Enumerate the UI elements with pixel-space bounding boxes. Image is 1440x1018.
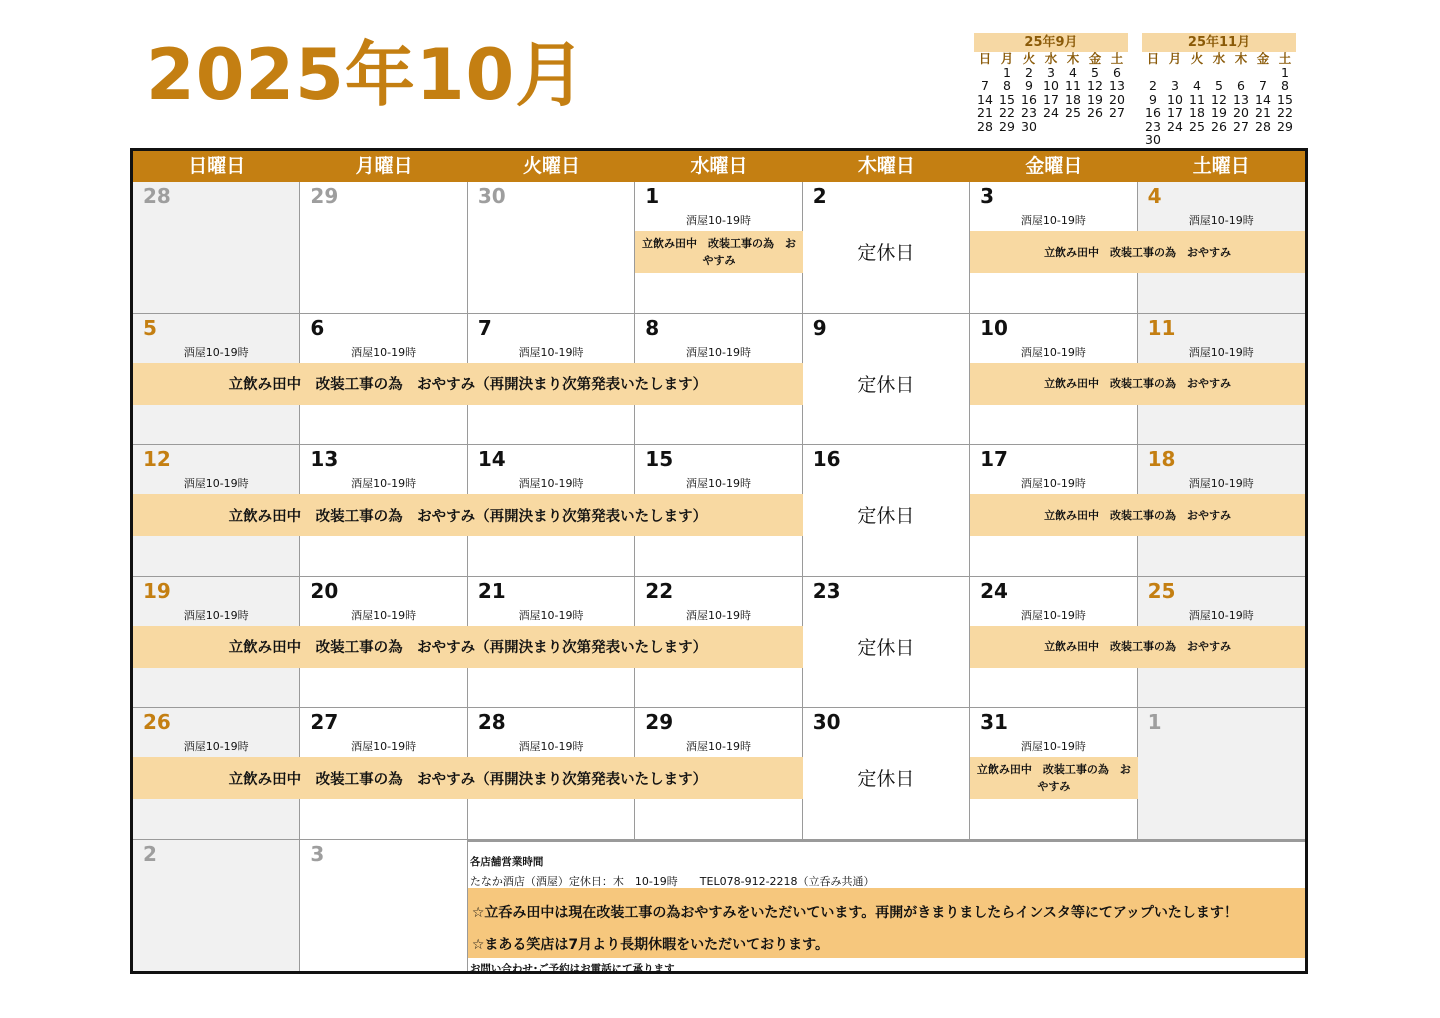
day-number: 2 bbox=[812, 184, 827, 208]
closure-notice-band: 立飲み田中 改装工事の為 おやすみ bbox=[970, 494, 1305, 536]
weekday-header-thu: 木曜日 bbox=[857, 155, 915, 177]
closed-day-label: 定休日 bbox=[857, 636, 915, 659]
mini-day: 9 bbox=[1025, 78, 1033, 93]
mini-day: 4 bbox=[1069, 64, 1077, 80]
mini-weekday: 月 bbox=[1168, 51, 1182, 66]
mini-day bbox=[1230, 133, 1252, 147]
day-number: 18 bbox=[1147, 447, 1176, 471]
mini-weekday: 土 bbox=[1278, 51, 1292, 66]
store-hours: 酒屋10-19時 bbox=[1188, 345, 1254, 359]
day-cell-thu bbox=[803, 314, 970, 446]
weekday-header-sat: 土曜日 bbox=[1192, 155, 1250, 177]
mini-day: 16 bbox=[1021, 91, 1037, 107]
mini-week-row bbox=[974, 93, 1128, 107]
store-hours: 酒屋10-19時 bbox=[1020, 608, 1086, 622]
mini-day bbox=[1164, 66, 1186, 80]
mini-week-row bbox=[974, 120, 1128, 134]
mini-day: 20 bbox=[1233, 105, 1249, 120]
mini-day: 2 bbox=[1025, 64, 1033, 80]
day-number: 15 bbox=[645, 447, 674, 471]
mini-day: 11 bbox=[1189, 91, 1205, 107]
mini-day: 18 bbox=[1065, 91, 1081, 107]
mini-weekday: 木 bbox=[1234, 51, 1248, 66]
closure-notice-band: 立飲み田中 改装工事の為 おやすみ（再開決まり次第発表いたします） bbox=[133, 626, 803, 668]
day-number: 23 bbox=[812, 578, 841, 603]
mini-day: 12 bbox=[1087, 78, 1103, 93]
day-number: 8 bbox=[645, 315, 660, 340]
info-note-1: ☆立呑み田中は現在改装工事の為おやすみをいただいています。再開がきまりましたらインスタ等にてアップいたします！ bbox=[471, 904, 1238, 921]
day-cell-thu bbox=[803, 182, 970, 314]
mini-week-row bbox=[1142, 66, 1296, 80]
mini-week-row bbox=[974, 106, 1128, 120]
mini-day: 8 bbox=[1281, 78, 1289, 93]
weekday-header-mon: 月曜日 bbox=[355, 155, 413, 177]
mini-day bbox=[1084, 120, 1106, 134]
mini-day: 21 bbox=[977, 105, 993, 120]
mini-day: 6 bbox=[1113, 64, 1121, 80]
day-cell-mon bbox=[300, 182, 467, 314]
day-cell-mon bbox=[300, 840, 467, 972]
mini-weekday: 月 bbox=[1000, 51, 1014, 66]
mini-day: 1 bbox=[1281, 64, 1289, 80]
day-number: 25 bbox=[1147, 578, 1176, 603]
day-cell-sat bbox=[1138, 708, 1305, 840]
store-hours: 酒屋10-19時 bbox=[1188, 214, 1254, 227]
mini-day: 28 bbox=[1255, 118, 1271, 134]
day-number: 28 bbox=[143, 184, 171, 208]
day-number: 30 bbox=[477, 184, 506, 208]
day-number: 26 bbox=[143, 710, 171, 734]
mini-day bbox=[1142, 66, 1164, 80]
day-number: 14 bbox=[477, 447, 506, 471]
mini-day: 5 bbox=[1091, 64, 1099, 80]
day-cell-thu bbox=[803, 445, 970, 577]
mini-day: 14 bbox=[977, 91, 993, 107]
store-hours: 酒屋10-19時 bbox=[1188, 477, 1254, 490]
mini-day: 30 bbox=[1021, 118, 1037, 134]
day-number: 29 bbox=[310, 184, 339, 208]
mini-day: 29 bbox=[999, 118, 1015, 134]
day-number: 19 bbox=[143, 578, 171, 603]
mini-day: 9 bbox=[1149, 91, 1157, 107]
mini-day: 22 bbox=[999, 105, 1015, 120]
mini-day: 10 bbox=[1167, 91, 1183, 107]
mini-weekday: 日 bbox=[978, 51, 992, 66]
mini-day: 29 bbox=[1277, 118, 1293, 134]
day-number: 27 bbox=[310, 710, 339, 734]
mini-day: 21 bbox=[1255, 105, 1271, 120]
mini-day: 2 bbox=[1149, 78, 1157, 93]
mini-calendar-title: 25年9月 bbox=[974, 33, 1128, 52]
info-footer: お問い合わせ･ご予約はお電話にて承ります bbox=[469, 962, 675, 975]
mini-day: 24 bbox=[1167, 118, 1183, 134]
closure-notice-band: 立飲み田中 改装工事の為 おやすみ bbox=[970, 363, 1305, 405]
weekday-header-wed: 水曜日 bbox=[690, 155, 748, 177]
mini-week-row bbox=[974, 66, 1128, 80]
store-hours: 酒屋10-19時 bbox=[686, 477, 751, 490]
mini-weekday: 火 bbox=[1022, 51, 1036, 66]
weekday-header-tue: 火曜日 bbox=[523, 155, 581, 177]
day-number: 9 bbox=[812, 315, 827, 340]
mini-calendar-weekdays bbox=[974, 52, 1128, 66]
store-hours: 酒屋10-19時 bbox=[183, 740, 249, 753]
store-hours: 酒屋10-19時 bbox=[686, 345, 751, 359]
closed-day-label: 定休日 bbox=[857, 768, 915, 790]
store-hours: 酒屋10-19時 bbox=[183, 608, 249, 622]
mini-day: 18 bbox=[1189, 105, 1205, 120]
mini-weekday: 火 bbox=[1190, 51, 1204, 66]
store-hours: 酒屋10-19時 bbox=[1020, 345, 1086, 359]
store-hours: 酒屋10-19時 bbox=[351, 740, 417, 753]
weekday-header-row bbox=[133, 151, 1305, 182]
mini-day: 22 bbox=[1277, 105, 1293, 120]
mini-weekday: 水 bbox=[1044, 51, 1058, 66]
mini-day bbox=[1106, 120, 1128, 134]
mini-day: 23 bbox=[1145, 118, 1161, 134]
info-note-2: ☆まある笑店は7月より長期休暇をいただいております。 bbox=[471, 936, 830, 953]
mini-day: 27 bbox=[1233, 118, 1249, 134]
mini-day: 6 bbox=[1237, 78, 1245, 93]
mini-week-row bbox=[1142, 120, 1296, 134]
mini-calendar-november bbox=[1142, 33, 1296, 147]
closed-day-label: 定休日 bbox=[857, 505, 915, 527]
mini-day: 13 bbox=[1233, 91, 1249, 107]
mini-day: 27 bbox=[1109, 105, 1125, 120]
mini-day: 12 bbox=[1211, 91, 1227, 107]
store-hours: 酒屋10-19時 bbox=[1020, 214, 1086, 227]
store-hours: 酒屋10-19時 bbox=[351, 345, 417, 359]
mini-day: 23 bbox=[1021, 105, 1037, 120]
store-hours: 酒屋10-19時 bbox=[183, 345, 249, 359]
day-number: 11 bbox=[1147, 315, 1176, 340]
store-hours: 酒屋10-19時 bbox=[686, 608, 751, 622]
mini-day: 10 bbox=[1043, 78, 1059, 93]
day-number: 1 bbox=[1147, 710, 1162, 734]
day-number: 5 bbox=[143, 315, 157, 340]
info-heading: 各店舗営業時間 bbox=[469, 855, 544, 868]
day-number: 6 bbox=[310, 315, 325, 340]
closure-notice-band: 立飲み田中 改装工事の為 おやすみ bbox=[970, 757, 1137, 799]
closure-notice-band: 立飲み田中 改装工事の為 おやすみ（再開決まり次第発表いたします） bbox=[133, 494, 803, 536]
mini-day: 19 bbox=[1211, 105, 1227, 120]
mini-week-row bbox=[1142, 79, 1296, 93]
closure-notice-band: 立飲み田中 改装工事の為 おやすみ bbox=[635, 231, 802, 273]
store-hours: 酒屋10-19時 bbox=[1188, 608, 1254, 622]
mini-day: 3 bbox=[1047, 64, 1055, 80]
mini-weekday: 土 bbox=[1110, 51, 1124, 66]
store-hours: 酒屋10-19時 bbox=[518, 740, 584, 753]
store-hours: 酒屋10-19時 bbox=[351, 477, 417, 490]
store-hours: 酒屋10-19時 bbox=[518, 477, 584, 490]
store-hours: 酒屋10-19時 bbox=[686, 214, 751, 227]
mini-day bbox=[1274, 133, 1296, 147]
day-number: 3 bbox=[310, 841, 325, 866]
closure-notice-band: 立飲み田中 改装工事の為 おやすみ bbox=[970, 626, 1305, 668]
day-number: 10 bbox=[980, 315, 1008, 340]
mini-weekday: 金 bbox=[1256, 51, 1270, 66]
month-calendar-grid bbox=[130, 148, 1308, 974]
mini-day: 26 bbox=[1087, 105, 1103, 120]
day-number: 13 bbox=[310, 447, 339, 471]
mini-day: 26 bbox=[1211, 118, 1227, 134]
store-hours: 酒屋10-19時 bbox=[1020, 477, 1086, 490]
store-info-panel bbox=[468, 840, 1305, 975]
day-number: 7 bbox=[477, 315, 492, 340]
store-hours: 酒屋10-19時 bbox=[351, 608, 417, 622]
mini-week-row bbox=[1142, 133, 1296, 147]
day-number: 3 bbox=[980, 184, 995, 208]
store-hours: 酒屋10-19時 bbox=[686, 740, 751, 753]
store-hours: 酒屋10-19時 bbox=[518, 608, 584, 622]
day-number: 20 bbox=[310, 578, 339, 603]
day-number: 2 bbox=[143, 841, 157, 866]
mini-day: 24 bbox=[1043, 105, 1059, 120]
store-hours: 酒屋10-19時 bbox=[183, 477, 249, 490]
mini-day: 17 bbox=[1167, 105, 1183, 120]
mini-weekday: 木 bbox=[1066, 51, 1080, 66]
store-hours: 酒屋10-19時 bbox=[518, 345, 584, 359]
mini-day bbox=[1252, 66, 1274, 80]
mini-day: 4 bbox=[1193, 78, 1201, 93]
mini-week-row bbox=[1142, 93, 1296, 107]
mini-day: 11 bbox=[1065, 78, 1081, 93]
mini-day bbox=[1208, 66, 1230, 80]
day-number: 29 bbox=[645, 710, 674, 734]
weekday-header-fri: 金曜日 bbox=[1025, 155, 1083, 177]
mini-day bbox=[1164, 133, 1186, 147]
day-cell-sun bbox=[133, 840, 300, 972]
mini-day: 15 bbox=[1277, 91, 1293, 107]
mini-week-row bbox=[1142, 106, 1296, 120]
store-hours: 酒屋10-19時 bbox=[1020, 740, 1086, 753]
mini-day: 5 bbox=[1215, 78, 1223, 93]
day-number: 4 bbox=[1147, 184, 1162, 208]
mini-calendar-weekdays bbox=[1142, 52, 1296, 66]
mini-day bbox=[1186, 66, 1208, 80]
day-number: 12 bbox=[143, 447, 171, 471]
mini-day: 7 bbox=[1259, 78, 1267, 93]
mini-week-row bbox=[974, 79, 1128, 93]
mini-day bbox=[1230, 66, 1252, 80]
mini-day: 15 bbox=[999, 91, 1015, 107]
closure-notice-band: 立飲み田中 改装工事の為 おやすみ bbox=[970, 231, 1305, 273]
mini-day bbox=[1186, 133, 1208, 147]
day-cell-sun bbox=[133, 182, 300, 314]
mini-calendar-title: 25年11月 bbox=[1142, 33, 1296, 52]
page-title: 2025年10月 bbox=[146, 34, 587, 116]
mini-day: 20 bbox=[1109, 91, 1125, 107]
mini-day: 28 bbox=[977, 118, 993, 134]
mini-calendar-september bbox=[974, 33, 1128, 133]
day-number: 28 bbox=[477, 710, 506, 734]
mini-day: 17 bbox=[1043, 91, 1059, 107]
mini-day: 30 bbox=[1145, 132, 1161, 147]
mini-weekday: 水 bbox=[1212, 51, 1226, 66]
day-number: 21 bbox=[477, 578, 506, 603]
mini-day bbox=[1062, 120, 1084, 134]
mini-day: 25 bbox=[1189, 118, 1205, 134]
day-cell-thu bbox=[803, 708, 970, 840]
mini-weekday: 金 bbox=[1088, 51, 1102, 66]
mini-day: 14 bbox=[1255, 91, 1271, 107]
mini-day: 8 bbox=[1003, 78, 1011, 93]
day-number: 24 bbox=[980, 578, 1008, 603]
mini-day: 19 bbox=[1087, 91, 1103, 107]
weekday-header-sun: 日曜日 bbox=[188, 155, 246, 177]
mini-day: 13 bbox=[1109, 78, 1125, 93]
day-cell-thu bbox=[803, 577, 970, 709]
day-cell-tue bbox=[468, 182, 635, 314]
day-number: 30 bbox=[812, 710, 841, 734]
closure-notice-band: 立飲み田中 改装工事の為 おやすみ（再開決まり次第発表いたします） bbox=[133, 757, 803, 799]
info-hours-line: たなか酒店（酒屋）定休日：木 10-19時 TEL078-912-2218（立呑み共通） bbox=[469, 874, 875, 888]
mini-day: 7 bbox=[981, 78, 989, 93]
mini-day: 1 bbox=[1003, 64, 1011, 80]
mini-day bbox=[1040, 120, 1062, 134]
day-number: 1 bbox=[645, 184, 660, 208]
mini-day: 16 bbox=[1145, 105, 1161, 120]
day-number: 31 bbox=[980, 710, 1008, 734]
closure-notice-band: 立飲み田中 改装工事の為 おやすみ（再開決まり次第発表いたします） bbox=[133, 363, 803, 405]
mini-day: 25 bbox=[1065, 105, 1081, 120]
day-number: 22 bbox=[645, 578, 674, 603]
mini-day bbox=[1252, 133, 1274, 147]
day-number: 16 bbox=[812, 447, 841, 471]
closed-day-label: 定休日 bbox=[857, 242, 915, 264]
closed-day-label: 定休日 bbox=[857, 373, 915, 396]
mini-day bbox=[1208, 133, 1230, 147]
day-number: 17 bbox=[980, 447, 1008, 471]
mini-weekday: 日 bbox=[1146, 51, 1160, 66]
mini-day bbox=[974, 66, 996, 80]
mini-day: 3 bbox=[1171, 78, 1179, 93]
